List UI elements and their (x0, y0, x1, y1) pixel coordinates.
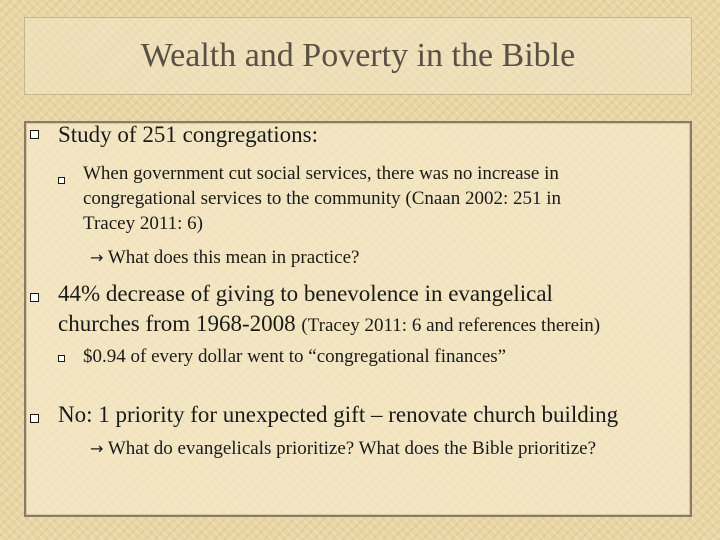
bullet-2-line-2 (58, 309, 600, 341)
sub-bullet-1-line-1: When government cut social services, there was no increase in (83, 163, 559, 184)
bullet-2-line-1: 44% decrease of giving to benevolence in evangelical (58, 281, 553, 306)
bullet-square-icon (30, 293, 39, 302)
sub-bullet-square-icon (58, 355, 65, 362)
arrow-note-2-text: What do evangelicals prioritize? What does the Bible prioritize? (107, 438, 597, 459)
bullet-square-icon (30, 130, 39, 139)
arrow-note-1 (90, 245, 359, 270)
sub-bullet-square-icon (58, 177, 65, 184)
arrow-note-2 (90, 436, 596, 461)
bullet-1-text: Study of 251 congregations: (58, 122, 318, 147)
bullet-square-icon (30, 414, 39, 423)
bullet-2-citation: (Tracey 2011: 6 and references therein) (301, 315, 601, 336)
bullet-3-text: No: 1 priority for unexpected gift – renovate church building (58, 402, 619, 427)
bullet-2-line-2-main: churches from 1968-2008 (58, 311, 296, 336)
sub-bullet-2-text: $0.94 of every dollar went to “congregational finances” (83, 346, 507, 367)
sub-bullet-1-line-3: Tracey 2011: 6) (83, 213, 203, 234)
arrow-right-icon: → (90, 248, 104, 267)
sub-bullet-1-line-2: congregational services to the community (Cnaan 2002: 251 in (83, 188, 562, 209)
arrow-right-icon: → (90, 439, 104, 458)
arrow-note-1-text: What does this mean in practice? (107, 247, 360, 268)
title-box (24, 17, 692, 95)
slide-title: Wealth and Poverty in the Bible (140, 37, 576, 74)
